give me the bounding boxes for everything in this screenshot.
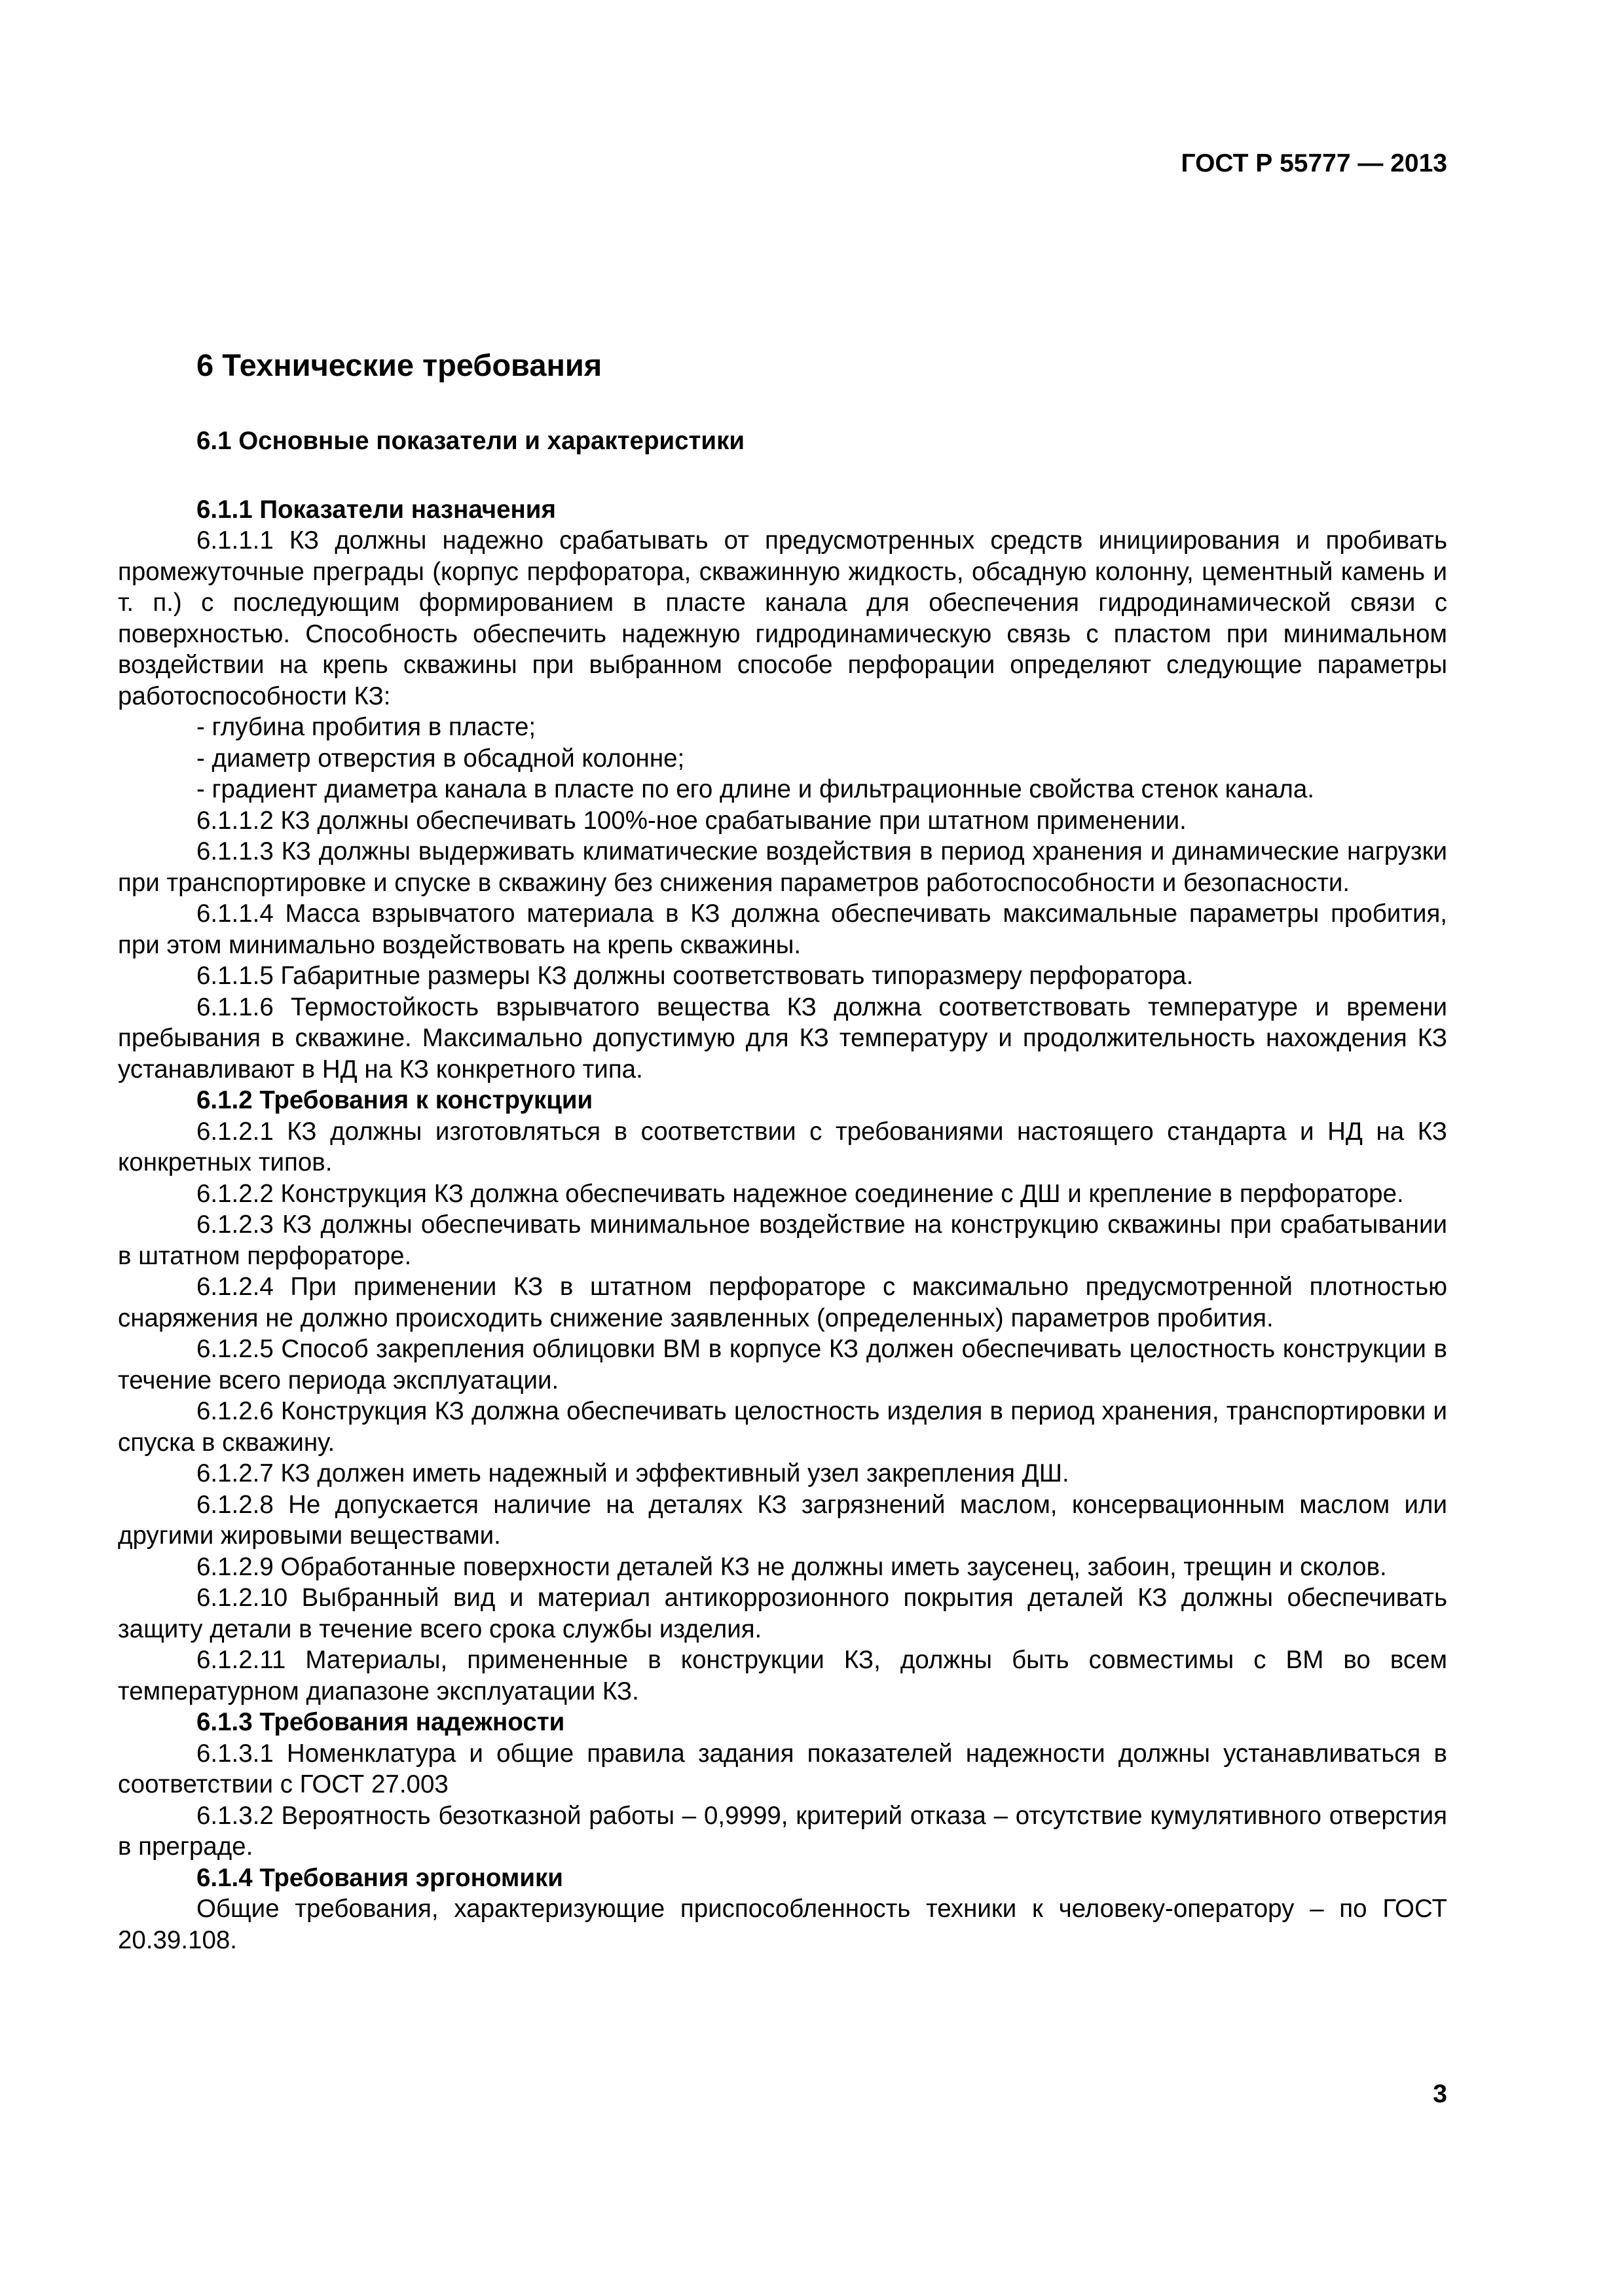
list-item: - глубина пробития в пласте;	[196, 713, 536, 741]
paragraph-6-1-3-2: 6.1.3.2 Вероятность безотказной работы – 0,9999, критерий отказа – отсутствие кумулятивного отверстия в преграде.	[118, 1801, 1447, 1861]
list-item: - диаметр отверстия в обсадной колонне;	[196, 744, 685, 773]
document-body	[118, 346, 1447, 1956]
paragraph-6-1-2-7: 6.1.2.7 КЗ должен иметь надежный и эффективный узел закрепления ДШ.	[196, 1459, 1069, 1487]
standard-code-header: ГОСТ Р 55777 — 2013	[1181, 149, 1447, 177]
paragraph-6-1-2-11: 6.1.2.11 Материалы, примененные в конструкции КЗ, должны быть совместимы с ВМ во всем температурном диапазоне эксплуатации КЗ.	[118, 1646, 1447, 1705]
heading-6-1-2: 6.1.2 Требования к конструкции	[196, 1086, 593, 1114]
paragraph-6-1-1-4: 6.1.1.4 Масса взрывчатого материала в КЗ должна обеспечивать максимальные параметры пробития, при этом минимально воздействовать на крепь скважины.	[118, 900, 1447, 959]
paragraph-6-1-2-4: 6.1.2.4 При применении КЗ в штатном перфораторе с максимально предусмотренной плотностью снаряжения не должно происходить снижение заявленных (определенных) параметров пробития.	[118, 1273, 1447, 1332]
paragraph-6-1-2-1: 6.1.2.1 КЗ должны изготовляться в соответствии с требованиями настоящего стандарта и НД на КЗ конкретных типов.	[118, 1117, 1447, 1176]
heading-6-1-1: 6.1.1 Показатели назначения	[196, 495, 556, 524]
paragraph-6-1-2-10: 6.1.2.10 Выбранный вид и материал антикоррозионного покрытия деталей КЗ должны обеспечивать защиту детали в течение всего срока службы изделия.	[118, 1584, 1447, 1643]
paragraph-6-1-1-3: 6.1.1.3 КЗ должны выдерживать климатические воздействия в период хранения и динамические нагрузки при транспортировке и спуске в скважину без снижения параметров работоспособности и безопасности.	[118, 837, 1447, 897]
paragraph-6-1-1-2: 6.1.1.2 КЗ должны обеспечивать 100%-ное срабатывание при штатном применении.	[196, 806, 1187, 835]
heading-6-1-3: 6.1.3 Требования надежности	[196, 1708, 565, 1736]
paragraph-6-1-2-6: 6.1.2.6 Конструкция КЗ должна обеспечивать целостность изделия в период хранения, транспортировки и спуска в скважину.	[118, 1397, 1447, 1457]
heading-6-1-4: 6.1.4 Требования эргономики	[196, 1863, 563, 1892]
paragraph-6-1-2-5: 6.1.2.5 Способ закрепления облицовки ВМ в корпусе КЗ должен обеспечивать целостность конструкции в течение всего периода эксплуатации.	[118, 1335, 1447, 1394]
paragraph-6-1-4: Общие требования, характеризующие приспособленность техники к человеку-оператору – по ГОСТ 20.39.108.	[118, 1895, 1447, 1954]
paragraph-6-1-2-8: 6.1.2.8 Не допускается наличие на деталях КЗ загрязнений маслом, консервационным маслом или другими жировыми веществами.	[118, 1490, 1447, 1550]
paragraph-6-1-3-1: 6.1.3.1 Номенклатура и общие правила задания показателей надежности должны устанавливаться в соответствии с ГОСТ 27.003	[118, 1739, 1447, 1798]
paragraph-6-1-2-2: 6.1.2.2 Конструкция КЗ должна обеспечивать надежное соединение с ДШ и крепление в перфораторе.	[196, 1179, 1404, 1208]
list-item: - градиент диаметра канала в пласте по его длине и фильтрационные свойства стенок канала.	[196, 775, 1315, 803]
paragraph-6-1-2-9: 6.1.2.9 Обработанные поверхности деталей КЗ не должны иметь заусенец, забоин, трещин и сколов.	[196, 1552, 1387, 1581]
page-number: 3	[1433, 2080, 1447, 2108]
section-title: 6 Технические требования	[196, 348, 602, 382]
paragraph-6-1-2-3: 6.1.2.3 КЗ должны обеспечивать минимальное воздействие на конструкцию скважины при срабатывании в штатном перфораторе.	[118, 1211, 1447, 1270]
paragraph-6-1-1-1: 6.1.1.1 КЗ должны надежно срабатывать от предусмотренных средств инициирования и пробивать промежуточные преграды (корпус перфоратора, скважинную жидкость, обсадную колонну, цементный камень и т. п.) с последующим формированием в пласте канала для обеспечения гидродинамической связи с поверхностью. Способность обеспечить надежную гидродинамическую связь с пластом при минимальном воздействии на крепь скважины при выбранном способе перфорации определяют следующие параметры работоспособности КЗ:	[118, 526, 1447, 710]
subsection-title: 6.1 Основные показатели и характеристики	[196, 427, 745, 455]
paragraph-6-1-1-5: 6.1.1.5 Габаритные размеры КЗ должны соответствовать типоразмеру перфоратора.	[196, 962, 1194, 990]
paragraph-6-1-1-6: 6.1.1.6 Термостойкость взрывчатого вещества КЗ должна соответствовать температуре и времени пребывания в скважине. Максимально допустимую для КЗ температуру и продолжительность нахождения КЗ устанавливают в НД на КЗ конкретного типа.	[118, 993, 1447, 1084]
